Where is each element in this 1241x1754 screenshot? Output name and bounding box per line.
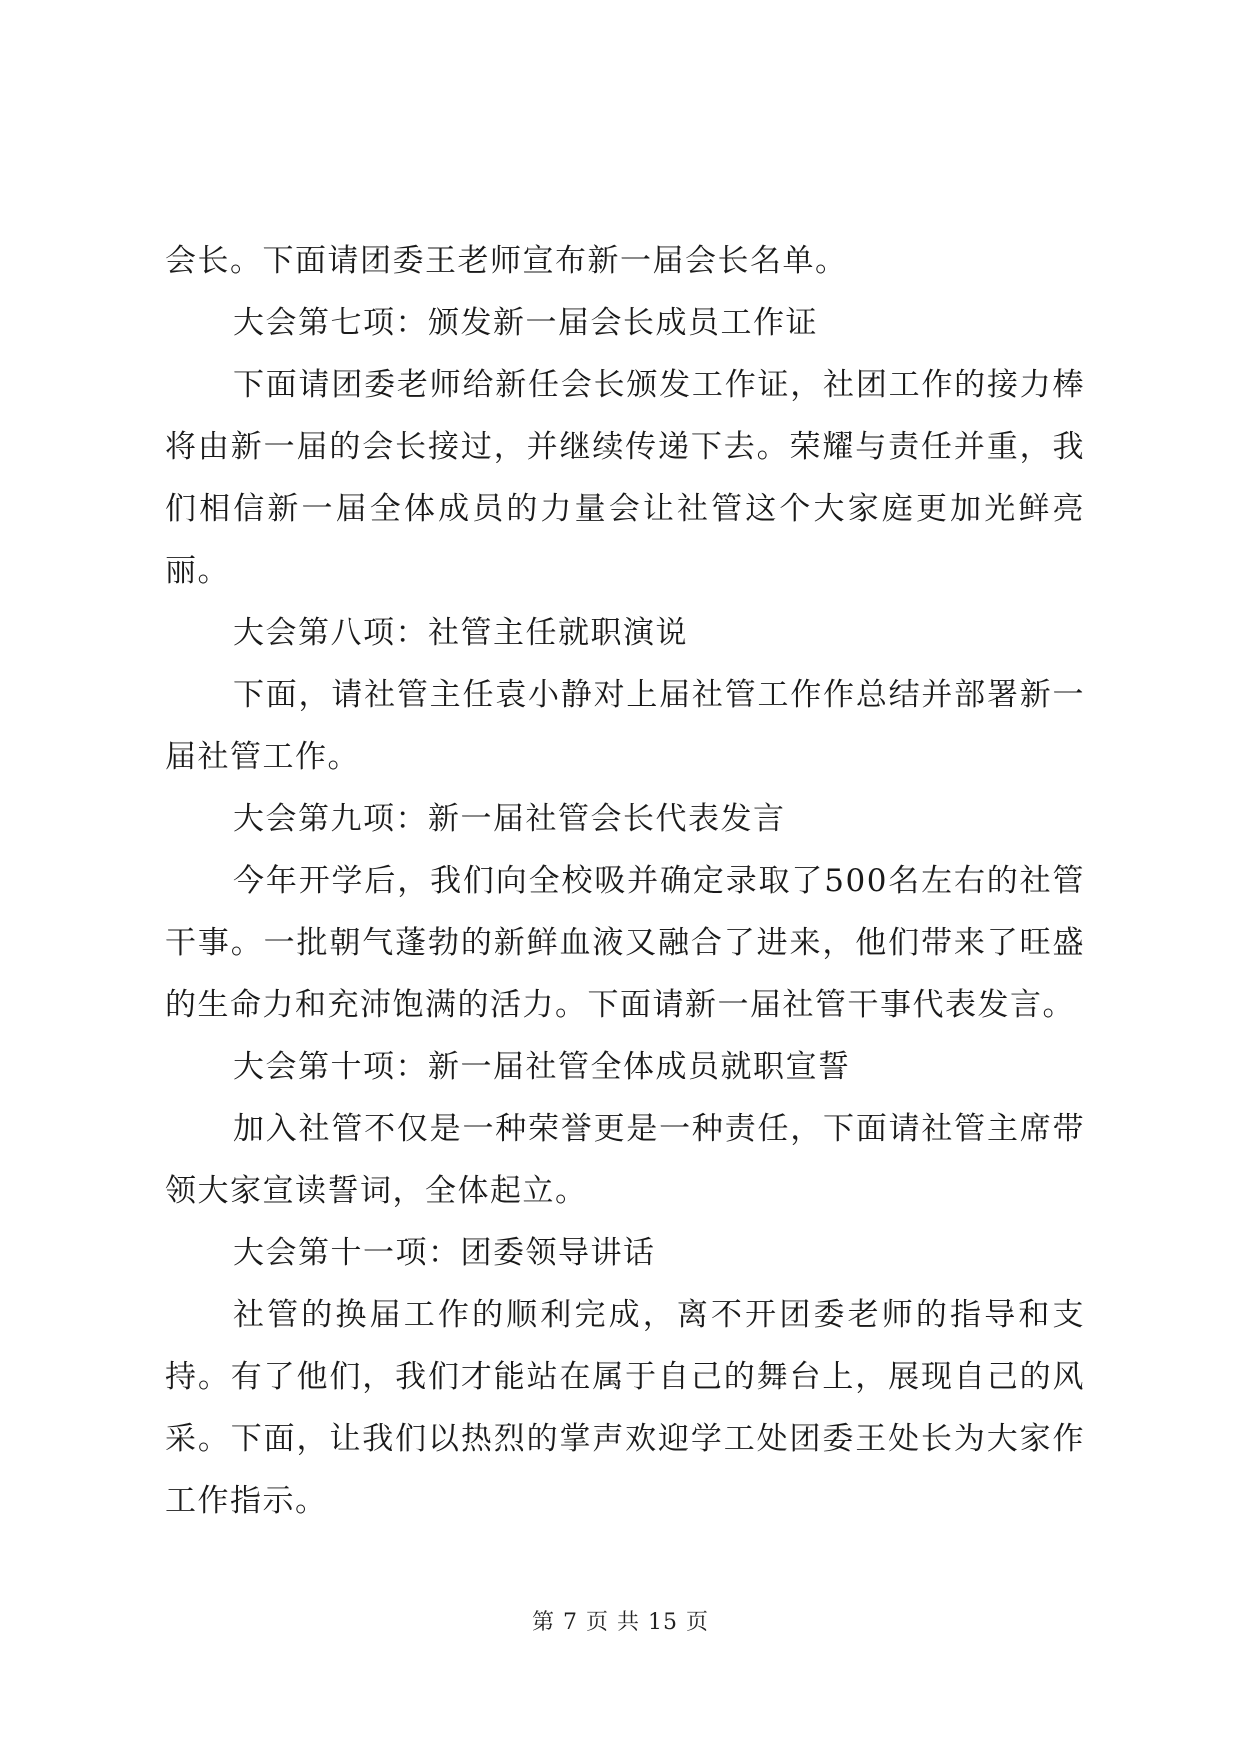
section-heading: 大会第九项：新一届社管会长代表发言 bbox=[233, 801, 786, 837]
section-heading: 大会第十一项：团委领导讲话 bbox=[233, 1235, 656, 1271]
paragraph: 下面，请社管主任袁小静对上届社管工作作总结并部署新一届社管工作。 bbox=[165, 677, 1085, 775]
paragraph: 下面请团委老师给新任会长颁发工作证，社团工作的接力棒将由新一届的会长接过，并继续传递下去。荣耀与责任并重，我们相信新一届全体成员的力量会让社管这个大家庭更加光鲜亮丽。 bbox=[165, 367, 1085, 589]
document-body bbox=[165, 230, 1085, 1532]
paragraph: 加入社管不仅是一种荣誉更是一种责任，下面请社管主席带领大家宣读誓词，全体起立。 bbox=[165, 1111, 1085, 1209]
section-heading: 大会第十项：新一届社管全体成员就职宣誓 bbox=[233, 1049, 851, 1085]
page-number-footer: 第 7 页 共 15 页 bbox=[532, 1610, 709, 1635]
section-heading: 大会第七项：颁发新一届会长成员工作证 bbox=[233, 305, 818, 341]
paragraph: 社管的换届工作的顺利完成，离不开团委老师的指导和支持。有了他们，我们才能站在属于自己的舞台上，展现自己的风采。下面，让我们以热烈的掌声欢迎学工处团委王处长为大家作工作指示。 bbox=[165, 1297, 1085, 1519]
paragraph: 今年开学后，我们向全校吸并确定录取了500名左右的社管干事。一批朝气蓬勃的新鲜血液又融合了进来，他们带来了旺盛的生命力和充沛饱满的活力。下面请新一届社管干事代表发言。 bbox=[165, 863, 1085, 1023]
paragraph: 会长。下面请团委王老师宣布新一届会长名单。 bbox=[165, 243, 848, 279]
section-heading: 大会第八项：社管主任就职演说 bbox=[233, 615, 688, 651]
